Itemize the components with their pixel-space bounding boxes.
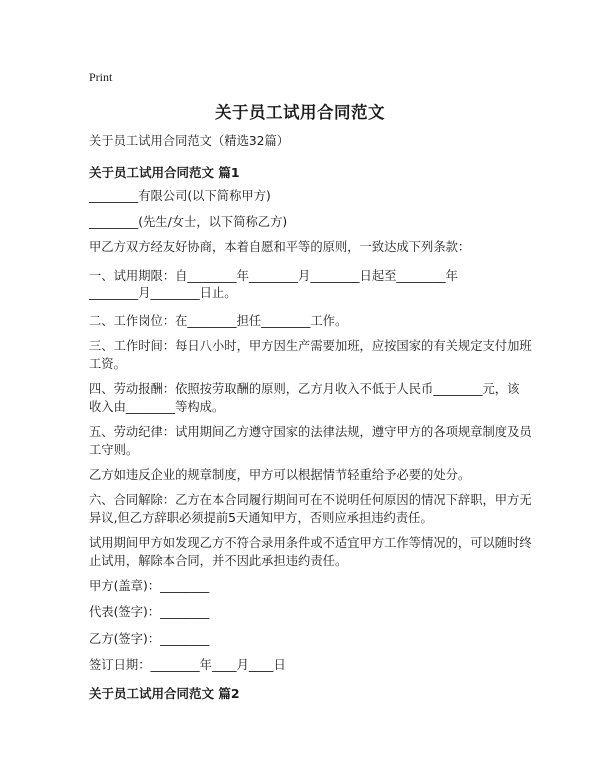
clause-probation-line-1: 试用期间甲方如发现乙方不符合录用条件或不适宜甲方工作等情况的，可以随时终 [89,536,532,550]
clause-pay-line-2: 收入由________等构成。 [89,400,225,414]
party-a-line: ________有限公司(以下简称甲方) [89,189,271,203]
clause-discipline-line-2: 工守则。 [89,443,139,457]
intro-paragraph: 甲乙方双方经友好协商，本着自愿和平等的原则，一致达成下列条款： [89,240,471,254]
clause-discipline-line-1: 五、劳动纪律：试用期间乙方遵守国家的法律法规，遵守甲方的各项规章制度及员 [89,425,532,439]
section-heading-2: 关于员工试用合同范文 篇2 [89,686,240,701]
document-subtitle: 关于员工试用合同范文（精选32篇） [89,134,290,148]
clause-termination-line-1: 六、合同解除：乙方在本合同履行期间可在不说明任何原因的情况下辞职，甲方无 [89,493,532,507]
clause-violation: 乙方如违反企业的规章制度，甲方可以根据情节轻重给予必要的处分。 [89,468,471,482]
clause-termination-line-2: 异议,但乙方辞职必须提前5天通知甲方，否则应承担违约责任。 [89,511,433,525]
clause-hours-line-2: 工资。 [89,357,126,371]
clause-term-line-1: 一、试用期限：自________年________月________日起至________年 [89,269,458,283]
section-heading-1: 关于员工试用合同范文 篇1 [89,165,240,180]
clause-hours-line-1: 三、工作时间：每日八小时，甲方因生产需要加班，应按国家的有关规定支付加班 [89,339,532,353]
signing-date: 签订日期：________年____月____日 [89,658,286,672]
clause-position: 二、工作岗位：在________担任________工作。 [89,314,348,328]
print-label: Print [89,70,113,84]
clause-pay-line-1: 四、劳动报酬：依照按劳取酬的原则，乙方月收入不低于人民币________元，该 [89,382,520,396]
signature-representative: 代表(签字)：________ [89,605,210,619]
signature-party-a: 甲方(盖章)：________ [89,579,210,593]
party-b-line: ________(先生/女士，以下简称乙方) [89,215,288,229]
document-title: 关于员工试用合同范文 [215,103,385,122]
signature-party-b: 乙方(签字)：________ [89,632,210,646]
clause-term-line-2: ________月________日止。 [89,286,237,300]
clause-probation-line-2: 止试用，解除本合同，并不因此承担违约责任。 [89,554,348,568]
